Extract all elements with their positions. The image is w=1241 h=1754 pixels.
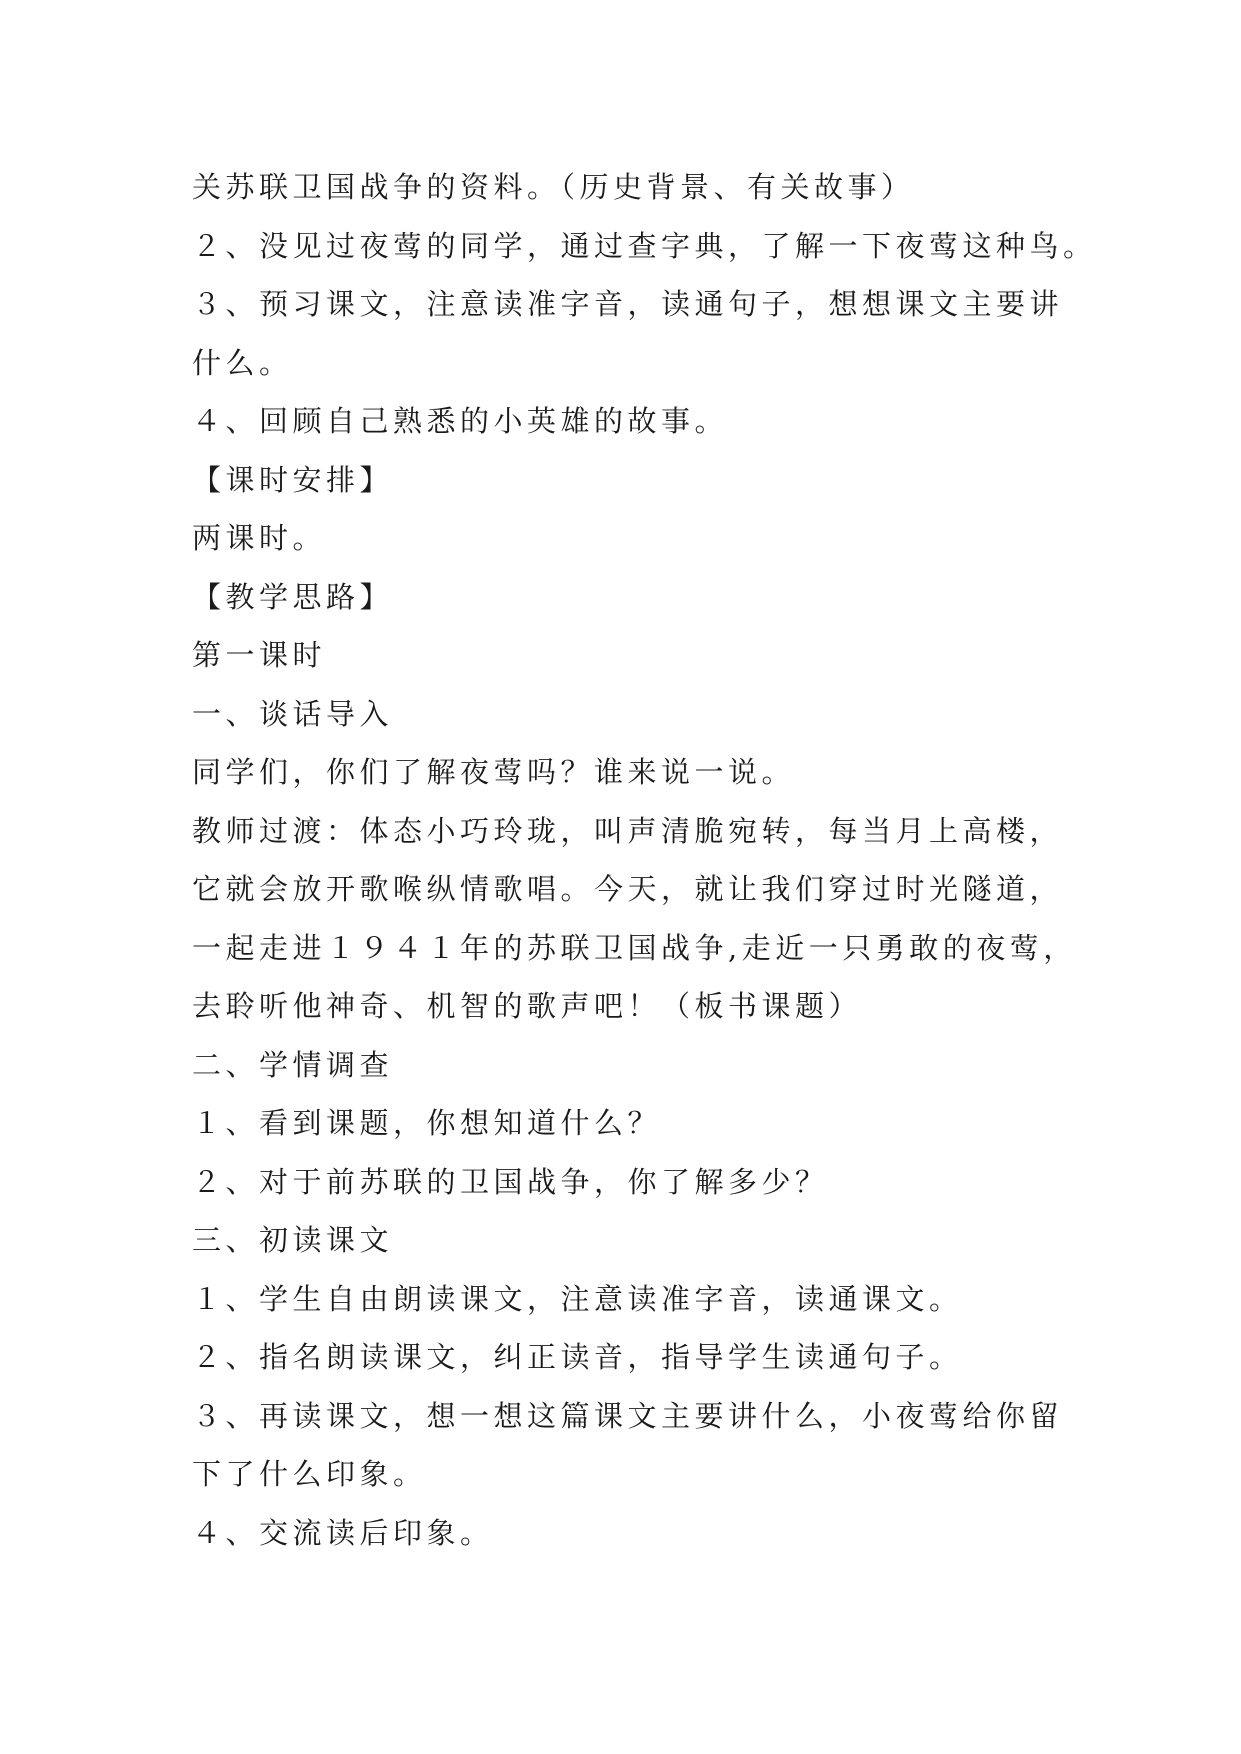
text-line: 什么。 — [192, 345, 293, 380]
text-line: ３、再读课文，想一想这篇课文主要讲什么，小夜莺给你留 — [192, 1398, 1064, 1433]
text-line: 一、谈话导入 — [192, 696, 394, 731]
text-line: 同学们，你们了解夜莺吗？谁来说一说。 — [192, 755, 796, 789]
text-line: ４、交流读后印象。 — [192, 1515, 494, 1550]
section-heading: 【教学思路】 — [192, 579, 394, 614]
text-line: 下了什么印象。 — [192, 1457, 427, 1491]
text-line: 关苏联卫国战争的资料。（历史背景、有关故事） — [192, 170, 915, 204]
text-line: 第一课时 — [192, 638, 327, 672]
text-line: ２、对于前苏联的卫国战争，你了解多少？ — [192, 1164, 829, 1199]
text-line: 二、学情调查 — [192, 1047, 394, 1082]
text-line: ４、回顾自己熟悉的小英雄的故事。 — [192, 404, 729, 438]
text-line: １、看到课题，你想知道什么？ — [192, 1106, 662, 1140]
text-line: 去聆听他神奇、机智的歌声吧！（板书课题） — [192, 989, 863, 1023]
text-line: ２、指名朗读课文，纠正读音，指导学生读通句子。 — [192, 1340, 963, 1374]
text-line: ３、预习课文，注意读准字音，读通句子，想想课文主要讲 — [192, 287, 1064, 321]
section-heading: 【课时安排】 — [192, 462, 394, 497]
text-line: 三、初读课文 — [192, 1223, 394, 1257]
text-line: １、学生自由朗读课文，注意读准字音，读通课文。 — [192, 1281, 963, 1316]
text-line: 一起走进１９４１年的苏联卫国战争,走近一只勇敢的夜莺， — [192, 930, 1077, 965]
text-line: ２、没见过夜莺的同学，通过查字典，了解一下夜莺这种鸟。 — [192, 228, 1097, 263]
text-line: 两课时。 — [192, 521, 327, 555]
text-line: 教师过渡：体态小巧玲珑，叫声清脆宛转，每当月上高楼， — [192, 813, 1064, 848]
document-body — [192, 158, 1097, 1562]
text-line: 它就会放开歌喉纵情歌唱。今天，就让我们穿过时光隧道， — [192, 872, 1064, 906]
